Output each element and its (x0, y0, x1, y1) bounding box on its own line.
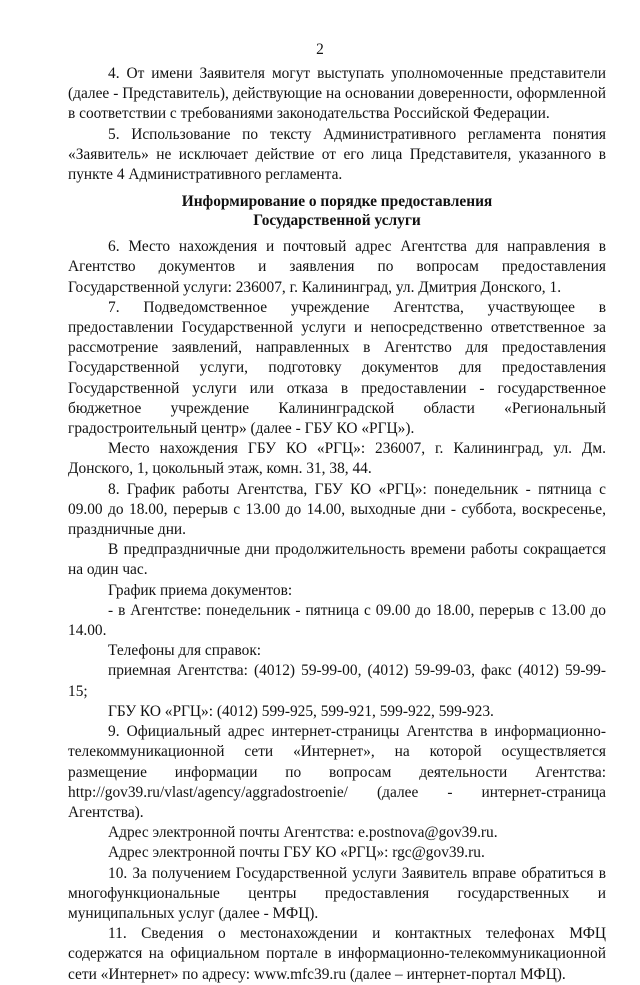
section-heading-line-1: Информирование о порядке предоставления (181, 193, 493, 211)
paragraph-6: 6. Место нахождения и почтовый адрес Агентства для направления в Агентство документов и заявления по вопросам предоставления Государственной услуги: 236007, г. Калининград, ул. Дмитрия Донского, 1. (68, 238, 606, 296)
schedule-agency: - в Агентстве: понедельник - пятница с 09.00 до 18.00, перерыв с 13.00 до 14.00. (68, 601, 606, 640)
email-rgc: Адрес электронной почты ГБУ КО «РГЦ»: rgc@gov39.ru. (108, 844, 485, 862)
paragraph-5: 5. Использование по тексту Административного регламента понятия «Заявитель» не исключает действие от его лица Представителя, указанного в пункте 4 Административного регламента. (68, 125, 606, 184)
phones-rgc: ГБУ КО «РГЦ»: (4012) 599-925, 599-921, 599-922, 599-923. (108, 702, 494, 720)
phones-agency: приемная Агентства: (4012) 59-99-00, (4012) 59-99-03, факс (4012) 59-99-15; (68, 662, 606, 700)
paragraph-8-preholiday: В предпраздничные дни продолжительность времени работы сокращается на один час. (68, 541, 606, 579)
email-agency: Адрес электронной почты Агентства: e.postnova@gov39.ru. (108, 824, 498, 842)
document-body (68, 64, 606, 985)
paragraph-10: 10. За получением Государственной услуги Заявитель вправе обратиться в многофункциональные центры предоставления государственных и муниципальных услуг (далее - МФЦ). (68, 864, 606, 922)
phones-title: Телефоны для справок: (108, 642, 262, 660)
paragraph-8: 8. График работы Агентства, ГБУ КО «РГЦ»: понедельник - пятница с 09.00 до 18.00, перерыв с 13.00 до 14.00, выходные дни - суббота, воскресенье, праздничные дни. (68, 480, 606, 539)
section-heading-line-2: Государственной услуги (253, 212, 421, 230)
paragraph-7: 7. Подведомственное учреждение Агентства, участвующее в предоставлении Государственной услуги и непосредственно ответственное за рассмотрение заявлений, направленных в Агентство для предоставления Государственной услуги, подготовку документов для предоставления Государственной услуги или отказа в предоставлении - государственное бюджетное учреждение Калининградской области «Региональный градостроительный центр» (далее - ГБУ КО «РГЦ»). (68, 298, 606, 438)
section-heading (68, 192, 606, 230)
paragraph-7-location: Место нахождения ГБУ КО «РГЦ»: 236007, г. Калининград, ул. Дм. Донского, 1, цокольный этаж, комн. 31, 38, 44. (68, 440, 606, 478)
paragraph-9: 9. Официальный адрес интернет-страницы Агентства в информационно-телекоммуникационной сети «Интернет», на которой осуществляется размещение информации по вопросам деятельности Агентства: http://gov39.ru/vlast/agency/aggradostroenie/ (далее - интернет-страница Агентства). (68, 723, 606, 821)
page-number: 2 (316, 41, 324, 58)
schedule-title: График приема документов: (108, 581, 293, 599)
paragraph-4: 4. От имени Заявителя могут выступать уполномоченные представители (далее - Представитель), действующие на основании доверенности, оформленной в соответствии с требованиями законодательства Российской Федерации. (68, 65, 606, 123)
paragraph-11: 11. Сведения о местонахождении и контактных телефонах МФЦ содержатся на официальном портале в информационно-телекоммуникационной сети «Интернет» по адресу: www.mfc39.ru (далее – интернет-портал МФЦ). (68, 925, 606, 983)
